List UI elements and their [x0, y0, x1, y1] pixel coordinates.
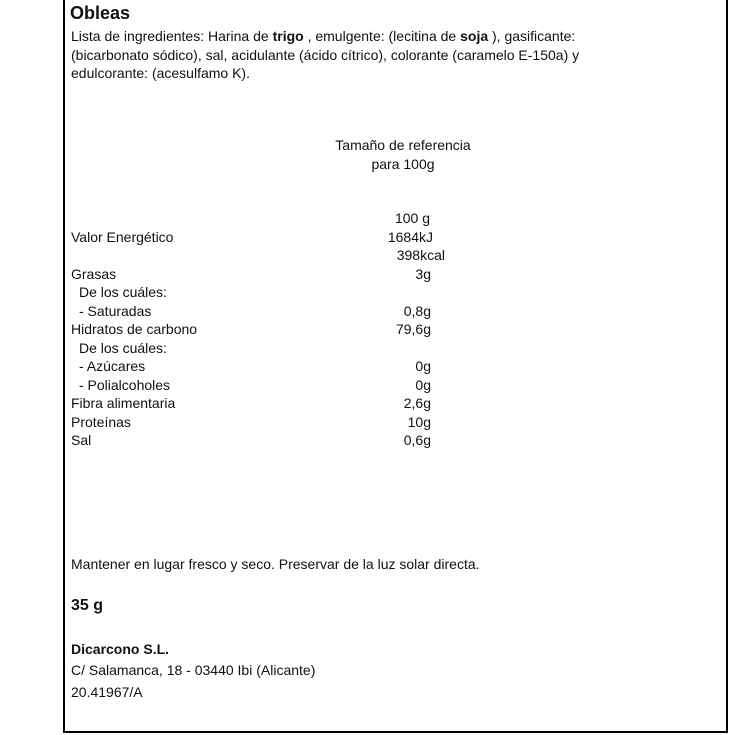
nutrition-row	[71, 339, 431, 358]
nutrition-value: 0g	[415, 377, 431, 393]
allergen-soy: soja	[460, 28, 489, 44]
nutrition-row	[71, 246, 445, 265]
nutrition-row	[71, 320, 431, 339]
nutrition-header	[71, 209, 431, 228]
nutrition-label: - Azúcares	[79, 358, 146, 374]
nutrition-row	[71, 228, 431, 247]
nutrition-value: 398kcal	[396, 247, 445, 263]
nutrition-label: Valor Energético	[71, 229, 174, 245]
storage-instructions: Mantener en lugar fresco y seco. Preservar de la luz solar directa.	[71, 556, 480, 572]
nutrition-row	[71, 376, 431, 395]
registry-number: 20.41967/A	[71, 684, 143, 700]
nutrition-row	[71, 394, 431, 413]
nutrition-label: De los cuáles:	[79, 340, 167, 356]
ingredients-list	[71, 27, 631, 83]
nutrition-row	[71, 265, 431, 284]
nutrition-row	[71, 302, 431, 321]
nutrition-column-header: 100 g	[394, 210, 430, 226]
nutrition-label: Grasas	[71, 266, 117, 282]
allergen-wheat: trigo	[272, 28, 304, 44]
nutrition-value: 10g	[407, 414, 431, 430]
net-weight: 35 g	[71, 597, 104, 614]
nutrition-row	[71, 283, 431, 302]
manufacturer-address: C/ Salamanca, 18 - 03440 Ibi (Alicante)	[71, 662, 316, 678]
ingredients-suffix: ), gasificante: (bicarbonato sódico), sal, acidulante (ácido cítrico), colorante (caramelo E-150a) y edulcorante: (acesulfamo K).	[71, 28, 580, 81]
nutrition-label: Proteínas	[71, 414, 131, 430]
nutrition-row	[71, 357, 431, 376]
nutrition-label: - Saturadas	[79, 303, 152, 319]
ingredients-prefix: Lista de ingredientes: Harina de	[71, 28, 273, 44]
nutrition-label: - Polialcoholes	[79, 377, 171, 393]
product-title: Obleas	[70, 3, 131, 23]
reference-line-2: para 100g	[371, 156, 435, 172]
nutrition-row	[71, 413, 431, 432]
nutrition-value: 0g	[415, 358, 431, 374]
nutrition-value: 79,6g	[395, 321, 431, 337]
ingredients-middle: , emulgente: (lecitina de	[303, 28, 461, 44]
reference-size	[310, 136, 496, 174]
manufacturer-name: Dicarcono S.L.	[71, 641, 170, 657]
nutrition-value: 0,8g	[403, 303, 431, 319]
nutrition-value: 1684kJ	[387, 229, 433, 245]
nutrition-value: 0,6g	[403, 432, 431, 448]
nutrition-row	[71, 431, 431, 450]
nutrition-value: 3g	[415, 266, 431, 282]
nutrition-label: Hidratos de carbono	[71, 321, 198, 337]
nutrition-label: Sal	[71, 432, 92, 448]
nutrition-value: 2,6g	[403, 395, 431, 411]
nutrition-label: De los cuáles:	[79, 284, 167, 300]
nutrition-label: Fibra alimentaria	[71, 395, 176, 411]
reference-line-1: Tamaño de referencia	[335, 137, 471, 153]
